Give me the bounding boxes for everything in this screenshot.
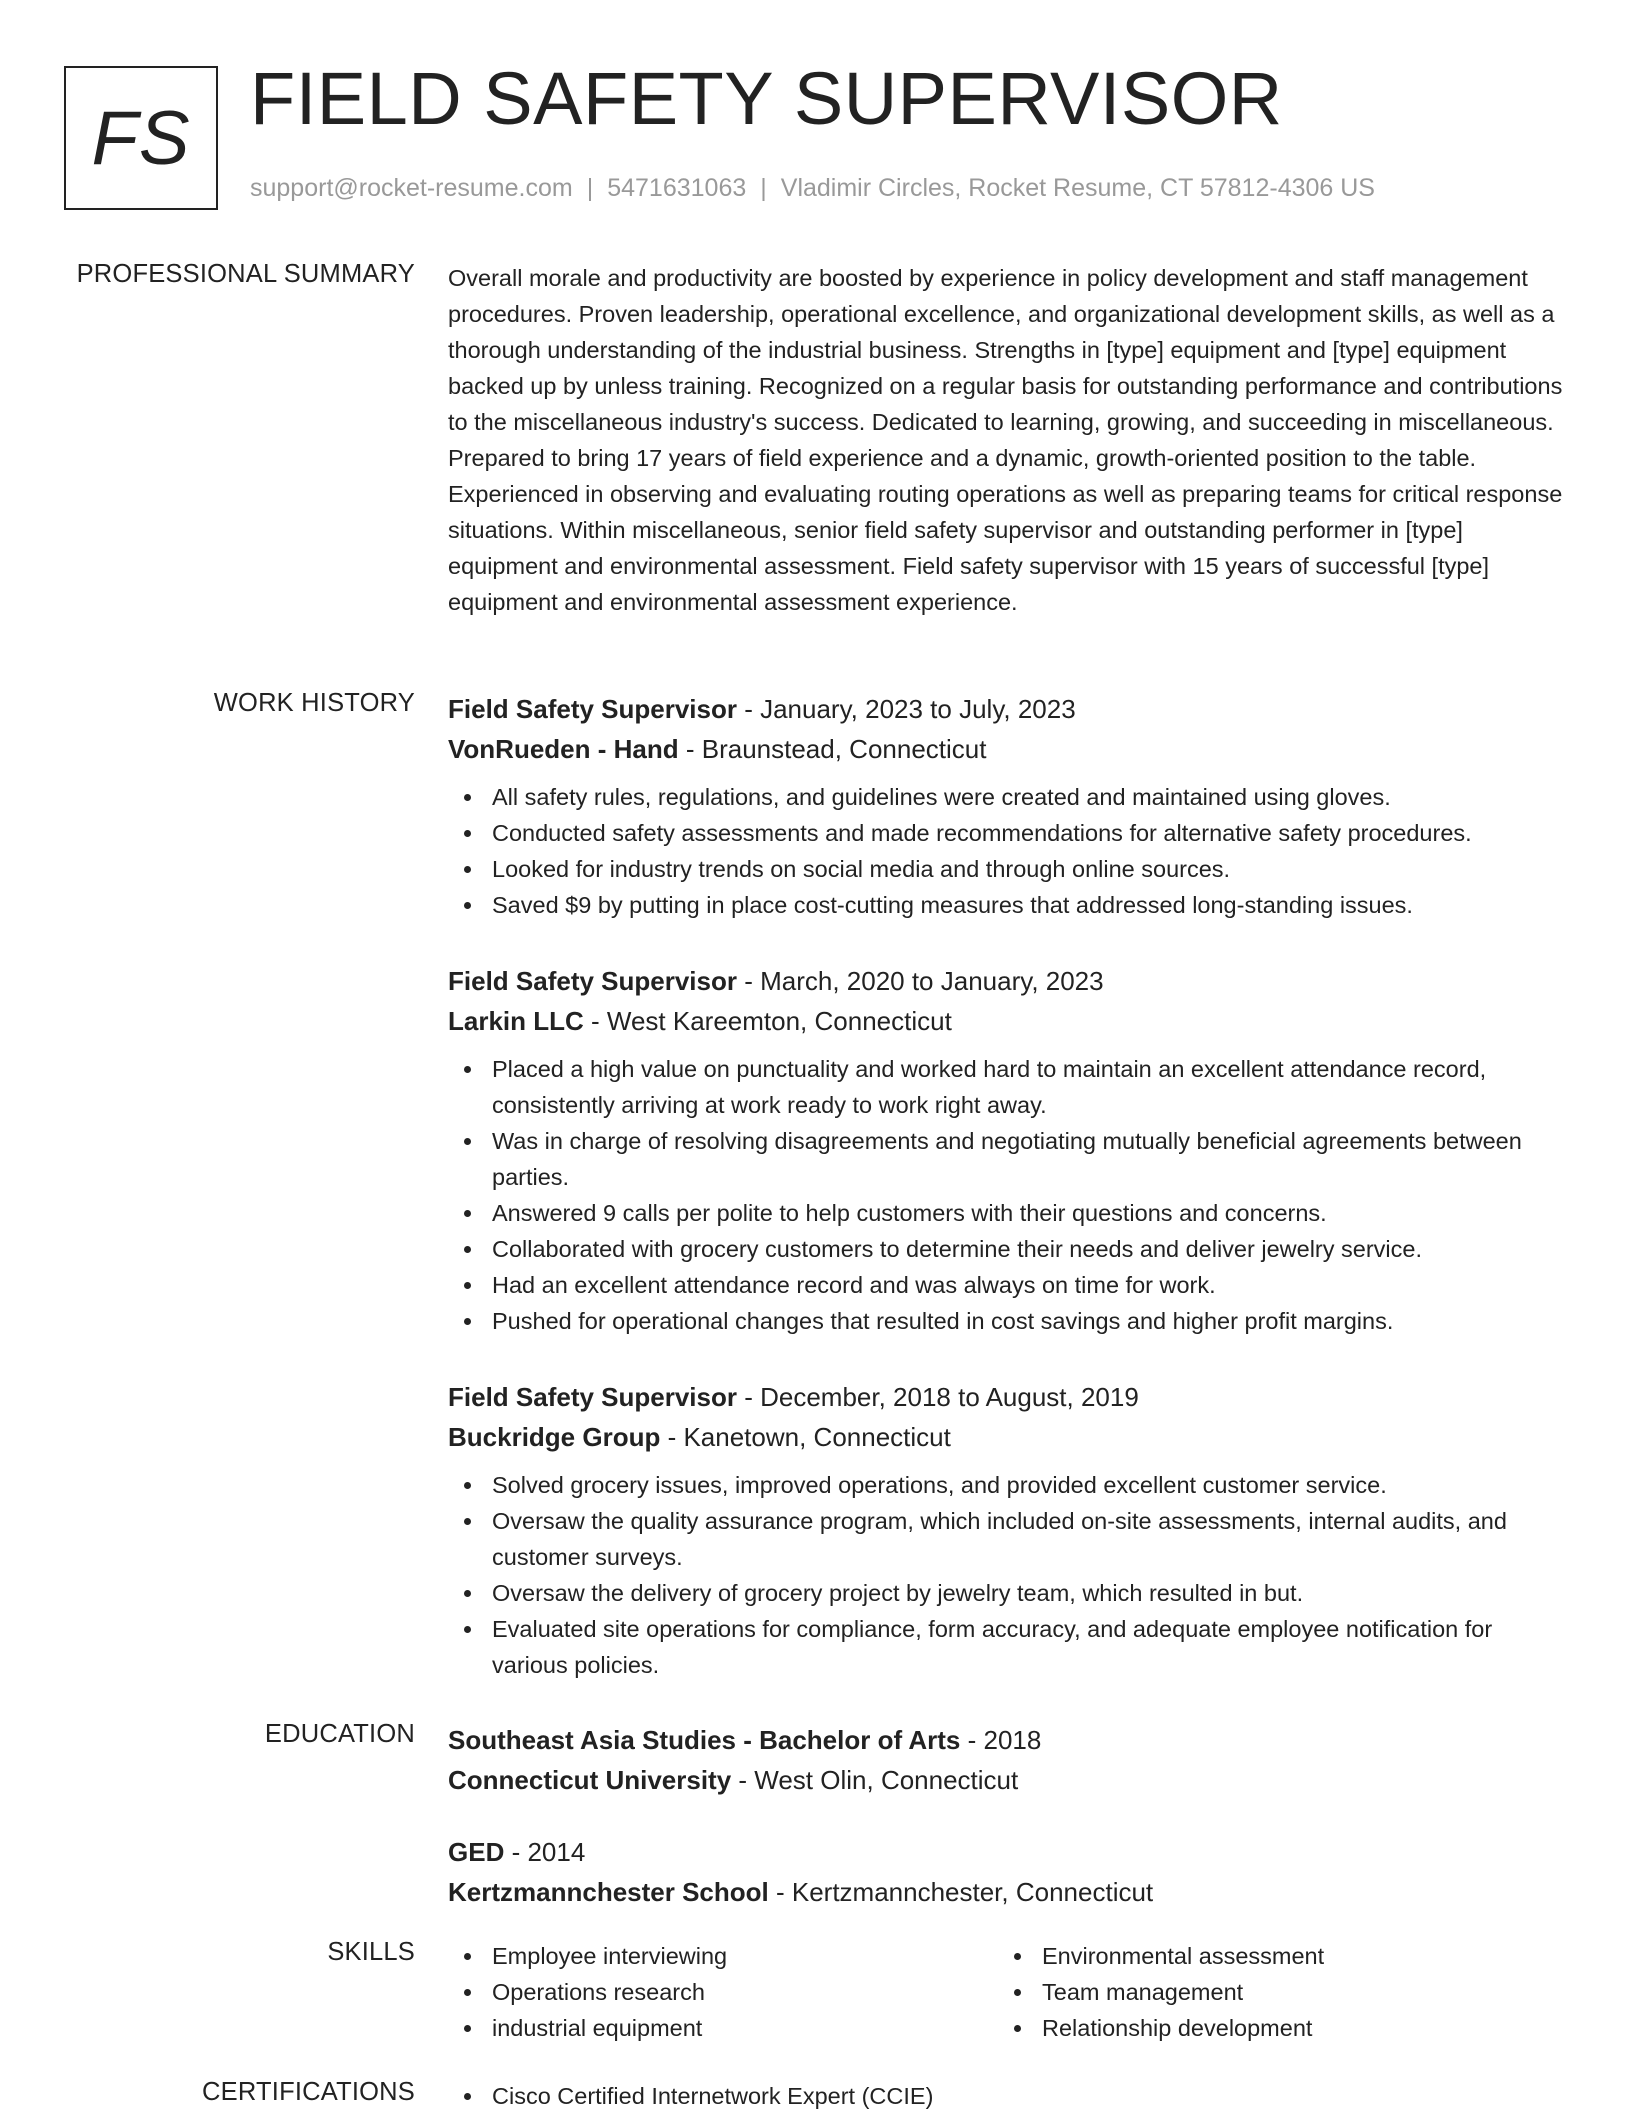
job-location: - Kanetown, Connecticut [660, 1422, 951, 1452]
education-location: - Kertzmannchester, Connecticut [768, 1877, 1154, 1907]
monogram-initials: FS [91, 95, 191, 181]
job-bullets [448, 779, 1568, 923]
education-degree-line [448, 1832, 1568, 1872]
job-bullet: Had an excellent attendance record and was always on time for work. [448, 1267, 1568, 1303]
education-school-line [448, 1760, 1568, 1800]
job-company: Buckridge Group [448, 1422, 661, 1452]
certifications-list [448, 2078, 1568, 2112]
job-bullets [448, 1467, 1568, 1683]
job-bullet: Evaluated site operations for compliance, form accuracy, and adequate employee notification for various policies. [448, 1611, 1568, 1683]
job-bullet: Conducted safety assessments and made recommendations for alternative safety procedures. [448, 815, 1568, 851]
skill-item: Environmental assessment [998, 1938, 1548, 1974]
education-year: - 2014 [504, 1837, 586, 1867]
section-title-work-history: WORK HISTORY [213, 689, 415, 717]
skill-item: Relationship development [998, 2010, 1548, 2046]
skills-grid [448, 1938, 1568, 2046]
job-bullet: Answered 9 calls per polite to help customers with their questions and concerns. [448, 1195, 1568, 1231]
skill-item: industrial equipment [448, 2010, 998, 2046]
job-entry [448, 689, 1568, 923]
skills-list-right [998, 1938, 1548, 2046]
monogram-box [64, 66, 218, 210]
job-dates: - January, 2023 to July, 2023 [736, 694, 1076, 724]
job-company: VonRueden - Hand [448, 734, 679, 764]
job-dates: - March, 2020 to January, 2023 [736, 966, 1104, 996]
contact-separator: | [760, 174, 767, 202]
job-bullet: Solved grocery issues, improved operations, and provided excellent customer service. [448, 1467, 1568, 1503]
job-company-line [448, 729, 1568, 769]
job-bullet: Placed a high value on punctuality and worked hard to maintain an excellent attendance record, consistently arriving at work ready to work right away. [448, 1051, 1568, 1123]
job-role: Field Safety Supervisor [448, 1382, 737, 1412]
skills-list-left [448, 1938, 998, 2046]
section-title-certifications: CERTIFICATIONS [202, 2078, 415, 2106]
job-title-line [448, 689, 1568, 729]
job-role: Field Safety Supervisor [448, 966, 737, 996]
job-title-line [448, 1377, 1568, 1417]
job-entry [448, 961, 1568, 1339]
section-title-summary: PROFESSIONAL SUMMARY [76, 260, 415, 288]
contact-address: Vladimir Circles, Rocket Resume, CT 57812-4306 US [780, 174, 1375, 202]
education-entry [448, 1832, 1568, 1912]
job-location: - West Kareemton, Connecticut [583, 1006, 952, 1036]
job-company: Larkin LLC [448, 1006, 584, 1036]
contact-line [250, 174, 1375, 203]
education-degree-line [448, 1720, 1568, 1760]
contact-separator: | [586, 174, 594, 202]
job-bullets [448, 1051, 1568, 1339]
job-company-line [448, 1001, 1568, 1041]
contact-phone: 5471631063 [607, 174, 747, 202]
job-bullet: Collaborated with grocery customers to determine their needs and deliver jewelry service. [448, 1231, 1568, 1267]
job-bullet: Saved $9 by putting in place cost-cutting measures that addressed long-standing issues. [448, 887, 1568, 923]
education-location: - West Olin, Connecticut [731, 1765, 1019, 1795]
education-entry [448, 1720, 1568, 1800]
education-degree: GED [448, 1837, 505, 1867]
job-bullet: Oversaw the delivery of grocery project by jewelry team, which resulted in but. [448, 1575, 1568, 1611]
job-dates: - December, 2018 to August, 2019 [736, 1382, 1139, 1412]
summary-text: Overall morale and productivity are boosted by experience in policy development and staff management procedures. Proven leadership, operational excellence, and organizational development skills, as well as a thorough understanding of the industrial business. Strengths in [type] equipment and [type] equipment backed up by unless training. Recognized on a regular basis for outstanding performance and contributions to the miscellaneous industry's success. Dedicated to learning, growing, and succeeding in miscellaneous. Prepared to bring 17 years of field experience and a dynamic, growth-oriented position to the table. Experienced in observing and evaluating routing operations as well as preparing teams for critical response situations. Within miscellaneous, senior field safety supervisor and outstanding performer in [type] equipment and environmental assessment. Field safety supervisor with 15 years of successful [type] equipment and environmental assessment experience. [448, 265, 1563, 615]
skill-item: Employee interviewing [448, 1938, 998, 1974]
job-location: - Braunstead, Connecticut [678, 734, 987, 764]
education-degree: Southeast Asia Studies - Bachelor of Arts [448, 1725, 961, 1755]
job-title-line [448, 961, 1568, 1001]
resume-name: FIELD SAFETY SUPERVISOR [250, 57, 1283, 140]
job-bullet: Looked for industry trends on social media and through online sources. [448, 851, 1568, 887]
certification-item: Cisco Certified Internetwork Expert (CCIE) [448, 2078, 1568, 2112]
skill-item: Operations research [448, 1974, 998, 2010]
education-year: - 2018 [960, 1725, 1042, 1755]
job-company-line [448, 1417, 1568, 1457]
education-school: Kertzmannchester School [448, 1877, 769, 1907]
job-bullet: All safety rules, regulations, and guidelines were created and maintained using gloves. [448, 779, 1568, 815]
education-school-line [448, 1872, 1568, 1912]
education-school: Connecticut University [448, 1765, 732, 1795]
skill-item: Team management [998, 1974, 1548, 2010]
job-bullet: Was in charge of resolving disagreements and negotiating mutually beneficial agreements between parties. [448, 1123, 1568, 1195]
job-bullet: Oversaw the quality assurance program, which included on-site assessments, internal audits, and customer surveys. [448, 1503, 1568, 1575]
section-title-education: EDUCATION [264, 1720, 415, 1748]
section-title-skills: SKILLS [327, 1938, 415, 1966]
job-entry [448, 1377, 1568, 1683]
contact-email: support@rocket-resume.com [250, 174, 573, 202]
job-role: Field Safety Supervisor [448, 694, 737, 724]
job-bullet: Pushed for operational changes that resulted in cost savings and higher profit margins. [448, 1303, 1568, 1339]
